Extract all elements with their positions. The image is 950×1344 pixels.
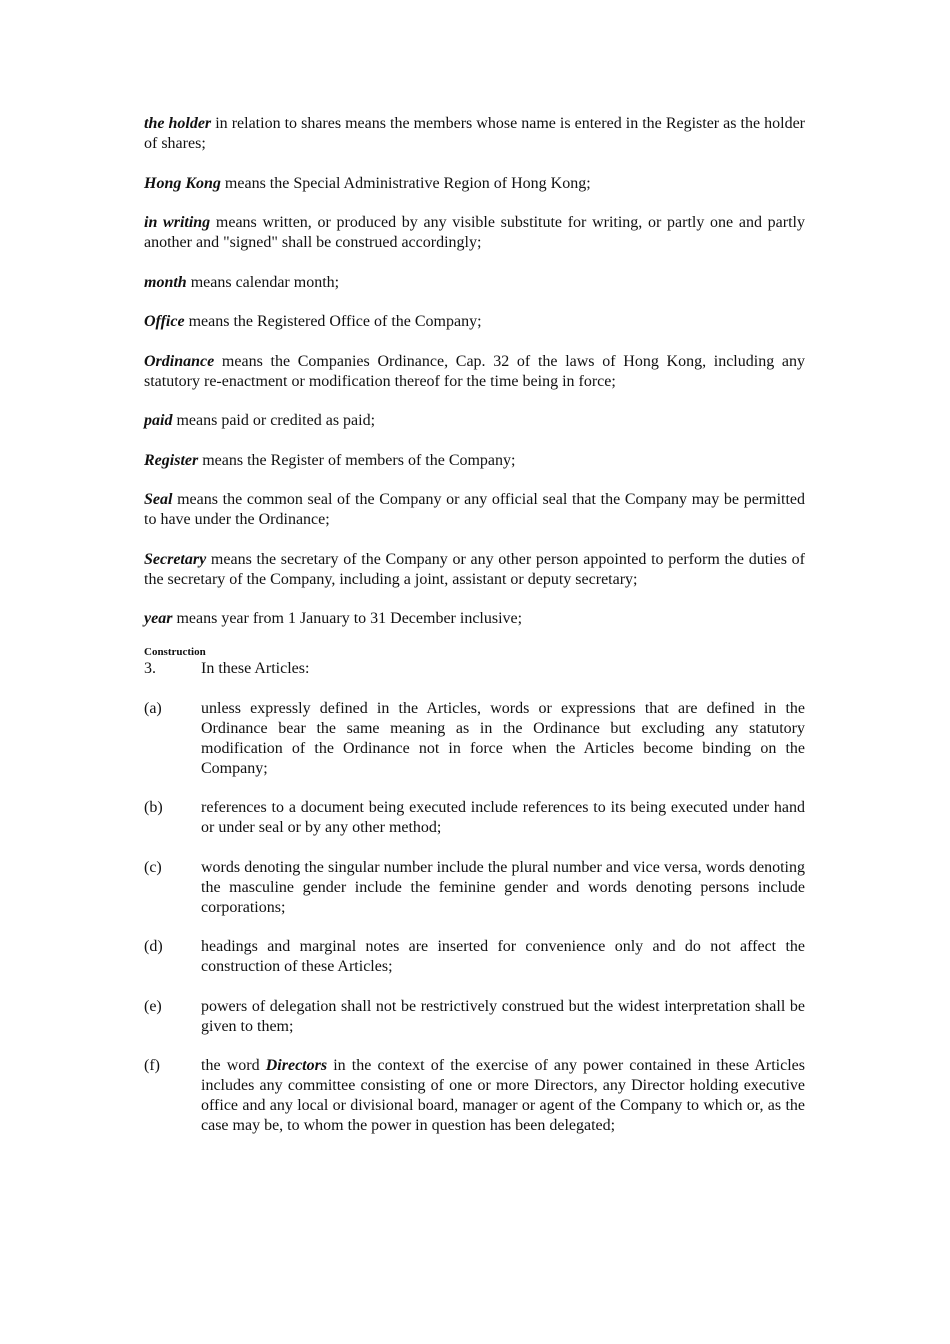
definition-paid <box>144 411 805 431</box>
defined-term: Office <box>144 313 185 330</box>
definition-ordinance <box>144 352 805 392</box>
item-label: (d) <box>144 938 163 955</box>
definition-hong-kong <box>144 174 805 194</box>
list-item-e <box>144 997 805 1037</box>
definition-text: means the common seal of the Company or any official seal that the Company may be permitted to have under the Ordinance; <box>144 491 805 528</box>
item-text: words denoting the singular number include the plural number and vice versa, words denoting the masculine gender include the feminine gender and words denoting persons include corporations; <box>201 858 805 916</box>
definition-in-writing <box>144 213 805 253</box>
definition-seal <box>144 490 805 530</box>
definition-the-holder <box>144 114 805 154</box>
definition-text: means the Special Administrative Region of Hong Kong; <box>220 174 591 192</box>
item-label: (a) <box>144 699 162 717</box>
definition-text: means calendar month; <box>186 273 340 291</box>
definition-text: means year from 1 January to 31 December inclusive; <box>172 610 523 627</box>
definition-text: in relation to shares means the members whose name is entered in the Register as the holder of shares; <box>144 115 806 152</box>
definition-text: means the Register of members of the Company; <box>198 451 516 469</box>
article-3 <box>144 659 805 679</box>
item-text: unless expressly defined in the Articles, words or expressions that are defined in the Ordinance bear the same meaning as in the Ordinance but excluding any statutory modification of the Ordinance not in force when the Articles become binding on the Company; <box>201 699 805 777</box>
list-item-a <box>144 699 805 779</box>
item-text: references to a document being executed include references to its being executed under hand or under seal or by any other method; <box>201 799 805 836</box>
definition-text: means the Companies Ordinance, Cap. 32 of the laws of Hong Kong, including any statutory re-enactment or modification thereof for the time being in force; <box>144 352 805 390</box>
item-label: (f) <box>144 1057 160 1074</box>
list-item-c <box>144 858 805 918</box>
defined-term: Seal <box>144 491 173 508</box>
article-number: 3. <box>144 660 156 677</box>
defined-term: in writing <box>144 214 211 231</box>
defined-term: Ordinance <box>144 352 215 370</box>
article-intro: In these Articles: <box>201 660 310 677</box>
defined-term: Hong Kong <box>144 174 221 192</box>
list-item-d <box>144 937 805 977</box>
item-text <box>201 1056 805 1136</box>
item-text-before: the word <box>201 1057 266 1074</box>
defined-term: Directors <box>265 1057 328 1074</box>
item-text: headings and marginal notes are inserted for convenience only and do not affect the construction of these Articles; <box>201 938 805 975</box>
list-item-b <box>144 798 805 838</box>
defined-term: year <box>144 610 173 627</box>
definition-year <box>144 609 805 629</box>
document-page <box>144 114 805 1156</box>
item-text: powers of delegation shall not be restrictively construed but the widest interpretation shall be given to them; <box>201 997 805 1035</box>
definition-text: means the secretary of the Company or any other person appointed to perform the duties of the secretary of the Company, including a joint, assistant or deputy secretary; <box>144 550 805 588</box>
definition-text: means the Registered Office of the Company; <box>184 313 482 330</box>
defined-term: month <box>144 273 187 291</box>
definition-office <box>144 312 805 332</box>
item-text-after: in the context of the exercise of any power contained in these Articles includes any committee consisting of one or more Directors, any Director holding executive office and any local or divisional board, manager or agent of the Company to which or, as the case may be, to whom the power in question has been delegated; <box>201 1057 806 1134</box>
list-item-f <box>144 1056 805 1136</box>
definition-register <box>144 451 805 471</box>
item-label: (e) <box>144 997 162 1015</box>
defined-term: paid <box>144 412 173 429</box>
item-label: (b) <box>144 799 163 816</box>
defined-term: Secretary <box>144 550 207 568</box>
definition-text: means written, or produced by any visible substitute for writing, or partly one and partly another and "signed" shall be construed accordingly; <box>144 214 805 251</box>
definition-month <box>144 273 805 293</box>
section-heading-construction: Construction <box>144 646 206 658</box>
item-label: (c) <box>144 858 162 876</box>
definition-text: means paid or credited as paid; <box>172 412 376 429</box>
definition-secretary <box>144 550 805 590</box>
defined-term: Register <box>144 451 199 469</box>
defined-term: the holder <box>144 115 212 132</box>
